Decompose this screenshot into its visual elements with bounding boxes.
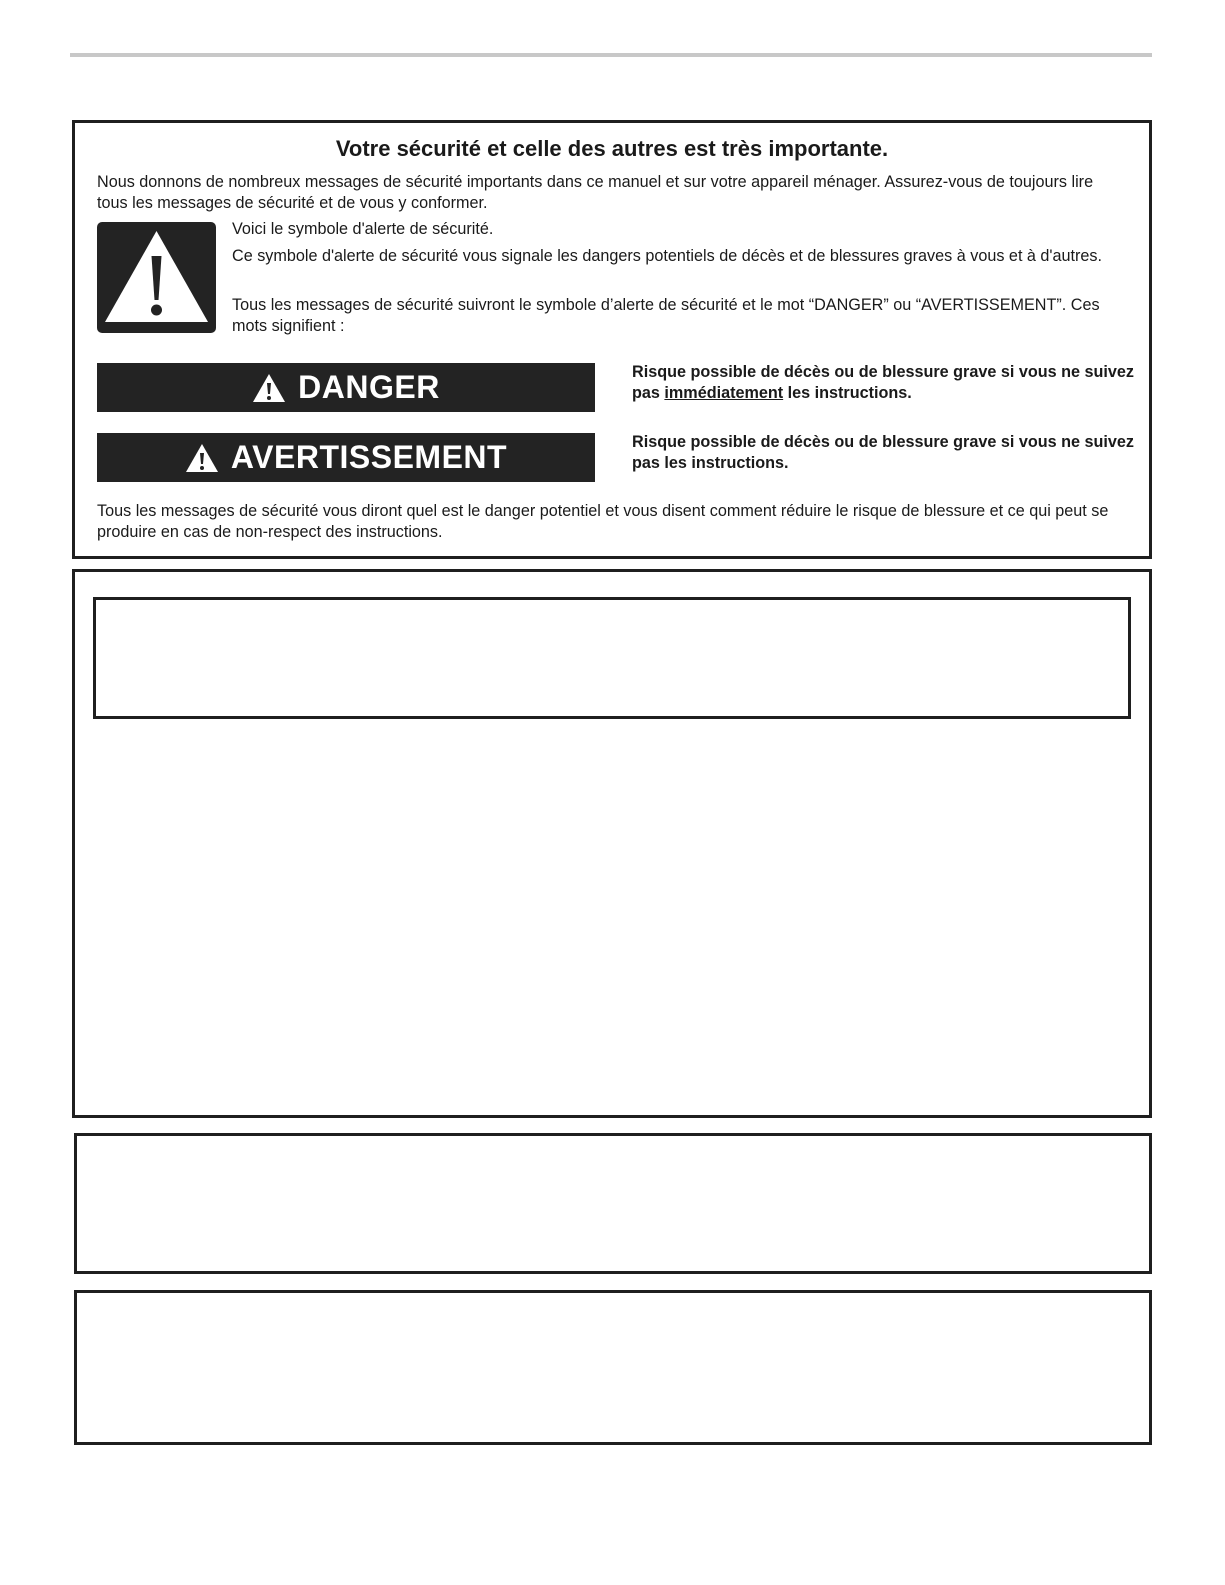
safety-intro: Nous donnons de nombreux messages de sécurité importants dans ce manuel et sur votre appareil ménager. Assurez-vous de toujours lire tous les messages de sécurité et de vous y conformer.	[97, 173, 1094, 212]
warning-label: AVERTISSEMENT	[230, 439, 508, 475]
warning-triangle-icon	[252, 373, 286, 403]
safety-outro: Tous les messages de sécurité vous diront quel est le danger potentiel et vous disent comment réduire le risque de blessure et ce qui peut se produire en cas de non-respect des instructions.	[97, 502, 1109, 541]
danger-desc-part-2: les instructions.	[783, 384, 912, 402]
top-rule	[70, 53, 1152, 57]
safety-title: Votre sécurité et celle des autres est très importante.	[335, 136, 889, 161]
danger-banner	[97, 363, 595, 412]
danger-label: DANGER	[298, 369, 440, 405]
danger-desc-part-1: Risque possible de décès ou de blessure grave si vous ne suivez pas	[632, 363, 1135, 402]
safety-notice-box	[72, 120, 1152, 559]
notice-box-3	[74, 1133, 1152, 1274]
danger-description	[632, 362, 1137, 404]
notice-box-4	[74, 1290, 1152, 1445]
signal-words-intro: Tous les messages de sécurité suivront le symbole d’alerte de sécurité et le mot “DANGER” ou “AVERTISSEMENT”. Ces mots signifient :	[232, 296, 1100, 335]
alert-symbol-text: Voici le symbole d'alerte de sécurité.	[232, 220, 494, 238]
danger-desc-emphasis: immédiatement	[664, 384, 784, 402]
alert-meaning-text: Ce symbole d'alerte de sécurité vous signale les dangers potentiels de décès et de blessures graves à vous et à d'autres.	[232, 247, 1103, 265]
warning-description: Risque possible de décès ou de blessure grave si vous ne suivez pas les instructions.	[632, 433, 1135, 472]
instructions-header-box	[93, 597, 1131, 719]
warning-triangle-icon	[97, 222, 216, 333]
warning-banner	[97, 433, 595, 482]
warning-triangle-icon	[185, 443, 219, 473]
